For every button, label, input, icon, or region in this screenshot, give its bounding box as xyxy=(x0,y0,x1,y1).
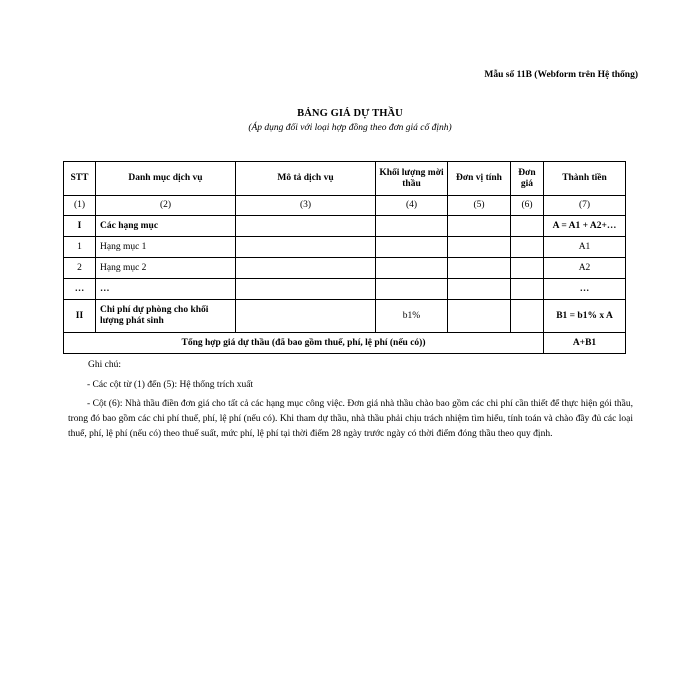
cell-quantity xyxy=(376,216,448,237)
col-header-service-description: Mô tả dịch vụ xyxy=(236,162,376,196)
cell-quantity xyxy=(376,237,448,258)
cell-service-category: Các hạng mục xyxy=(96,216,236,237)
cell-unit xyxy=(448,216,511,237)
column-number: (7) xyxy=(544,196,626,216)
cell-service-description xyxy=(236,258,376,279)
cell-stt: 2 xyxy=(64,258,96,279)
column-number-row xyxy=(64,196,626,216)
cell-service-category: Chi phí dự phòng cho khối lượng phát sinh xyxy=(96,300,236,333)
cell-stt: 1 xyxy=(64,237,96,258)
total-value: A+B1 xyxy=(544,333,626,354)
col-header-quantity: Khối lượng mời thầu xyxy=(376,162,448,196)
column-number: (2) xyxy=(96,196,236,216)
cell-unit xyxy=(448,258,511,279)
cell-amount: A = A1 + A2+… xyxy=(544,216,626,237)
cell-unit-price xyxy=(511,216,544,237)
cell-stt: I xyxy=(64,216,96,237)
col-header-unit-price: Đơn giá xyxy=(511,162,544,196)
table-row xyxy=(64,216,626,237)
table-row xyxy=(64,258,626,279)
column-number: (3) xyxy=(236,196,376,216)
cell-service-category: Hạng mục 2 xyxy=(96,258,236,279)
notes-heading: Ghi chú: xyxy=(88,360,121,370)
cell-service-category: Hạng mục 1 xyxy=(96,237,236,258)
cell-stt: … xyxy=(64,279,96,300)
column-number: (1) xyxy=(64,196,96,216)
table-header-row xyxy=(64,162,626,196)
cell-service-description xyxy=(236,237,376,258)
note-item: - Các cột từ (1) đến (5): Hệ thống trích xuất xyxy=(87,379,254,390)
document-subtitle: (Áp dụng đối với loại hợp đồng theo đơn giá cố định) xyxy=(248,123,452,133)
cell-quantity xyxy=(376,258,448,279)
cell-unit-price xyxy=(511,300,544,333)
table-row xyxy=(64,300,626,333)
cell-unit-price xyxy=(511,279,544,300)
table-row xyxy=(64,279,626,300)
document-title: BẢNG GIÁ DỰ THẦU xyxy=(297,108,403,119)
cell-quantity: b1% xyxy=(376,300,448,333)
note-item: - Cột (6): Nhà thầu điền đơn giá cho tất cả các hạng mục công việc. Đơn giá nhà thầu chào bao gồm các chi phí cần thiết để thực hiện gói thầu, trong đó bao gồm các chi phí thuế, phí, lệ phí (nếu có). Khi tham dự thầu, nhà thầu phải chịu trách nhiệm tìm hiểu, tính toán và chào đầy đủ các loại thuế, phí, lệ phí (nếu có) theo thuế suất, mức phí, lệ phí tại thời điểm 28 ngày trước ngày có thời điểm đóng thầu theo quy định. xyxy=(68,399,633,439)
col-header-amount: Thành tiền xyxy=(544,162,626,196)
cell-unit xyxy=(448,300,511,333)
column-number: (5) xyxy=(448,196,511,216)
bid-price-table xyxy=(63,161,626,354)
cell-unit xyxy=(448,279,511,300)
cell-stt: II xyxy=(64,300,96,333)
col-header-service-category: Danh mục dịch vụ xyxy=(96,162,236,196)
cell-unit xyxy=(448,237,511,258)
cell-amount: A2 xyxy=(544,258,626,279)
column-number: (4) xyxy=(376,196,448,216)
cell-service-category: … xyxy=(96,279,236,300)
cell-quantity xyxy=(376,279,448,300)
column-number: (6) xyxy=(511,196,544,216)
cell-unit-price xyxy=(511,237,544,258)
cell-service-description xyxy=(236,216,376,237)
cell-service-description xyxy=(236,300,376,333)
notes-section xyxy=(68,358,633,447)
form-code: Mẫu số 11B (Webform trên Hệ thống) xyxy=(484,70,638,80)
col-header-stt: STT xyxy=(64,162,96,196)
cell-amount: … xyxy=(544,279,626,300)
cell-unit-price xyxy=(511,258,544,279)
total-row xyxy=(64,333,626,354)
cell-amount: A1 xyxy=(544,237,626,258)
total-label: Tổng hợp giá dự thầu (đã bao gồm thuế, phí, lệ phí (nếu có)) xyxy=(64,333,544,354)
cell-service-description xyxy=(236,279,376,300)
col-header-unit: Đơn vị tính xyxy=(448,162,511,196)
cell-amount: B1 = b1% x A xyxy=(544,300,626,333)
table-row xyxy=(64,237,626,258)
